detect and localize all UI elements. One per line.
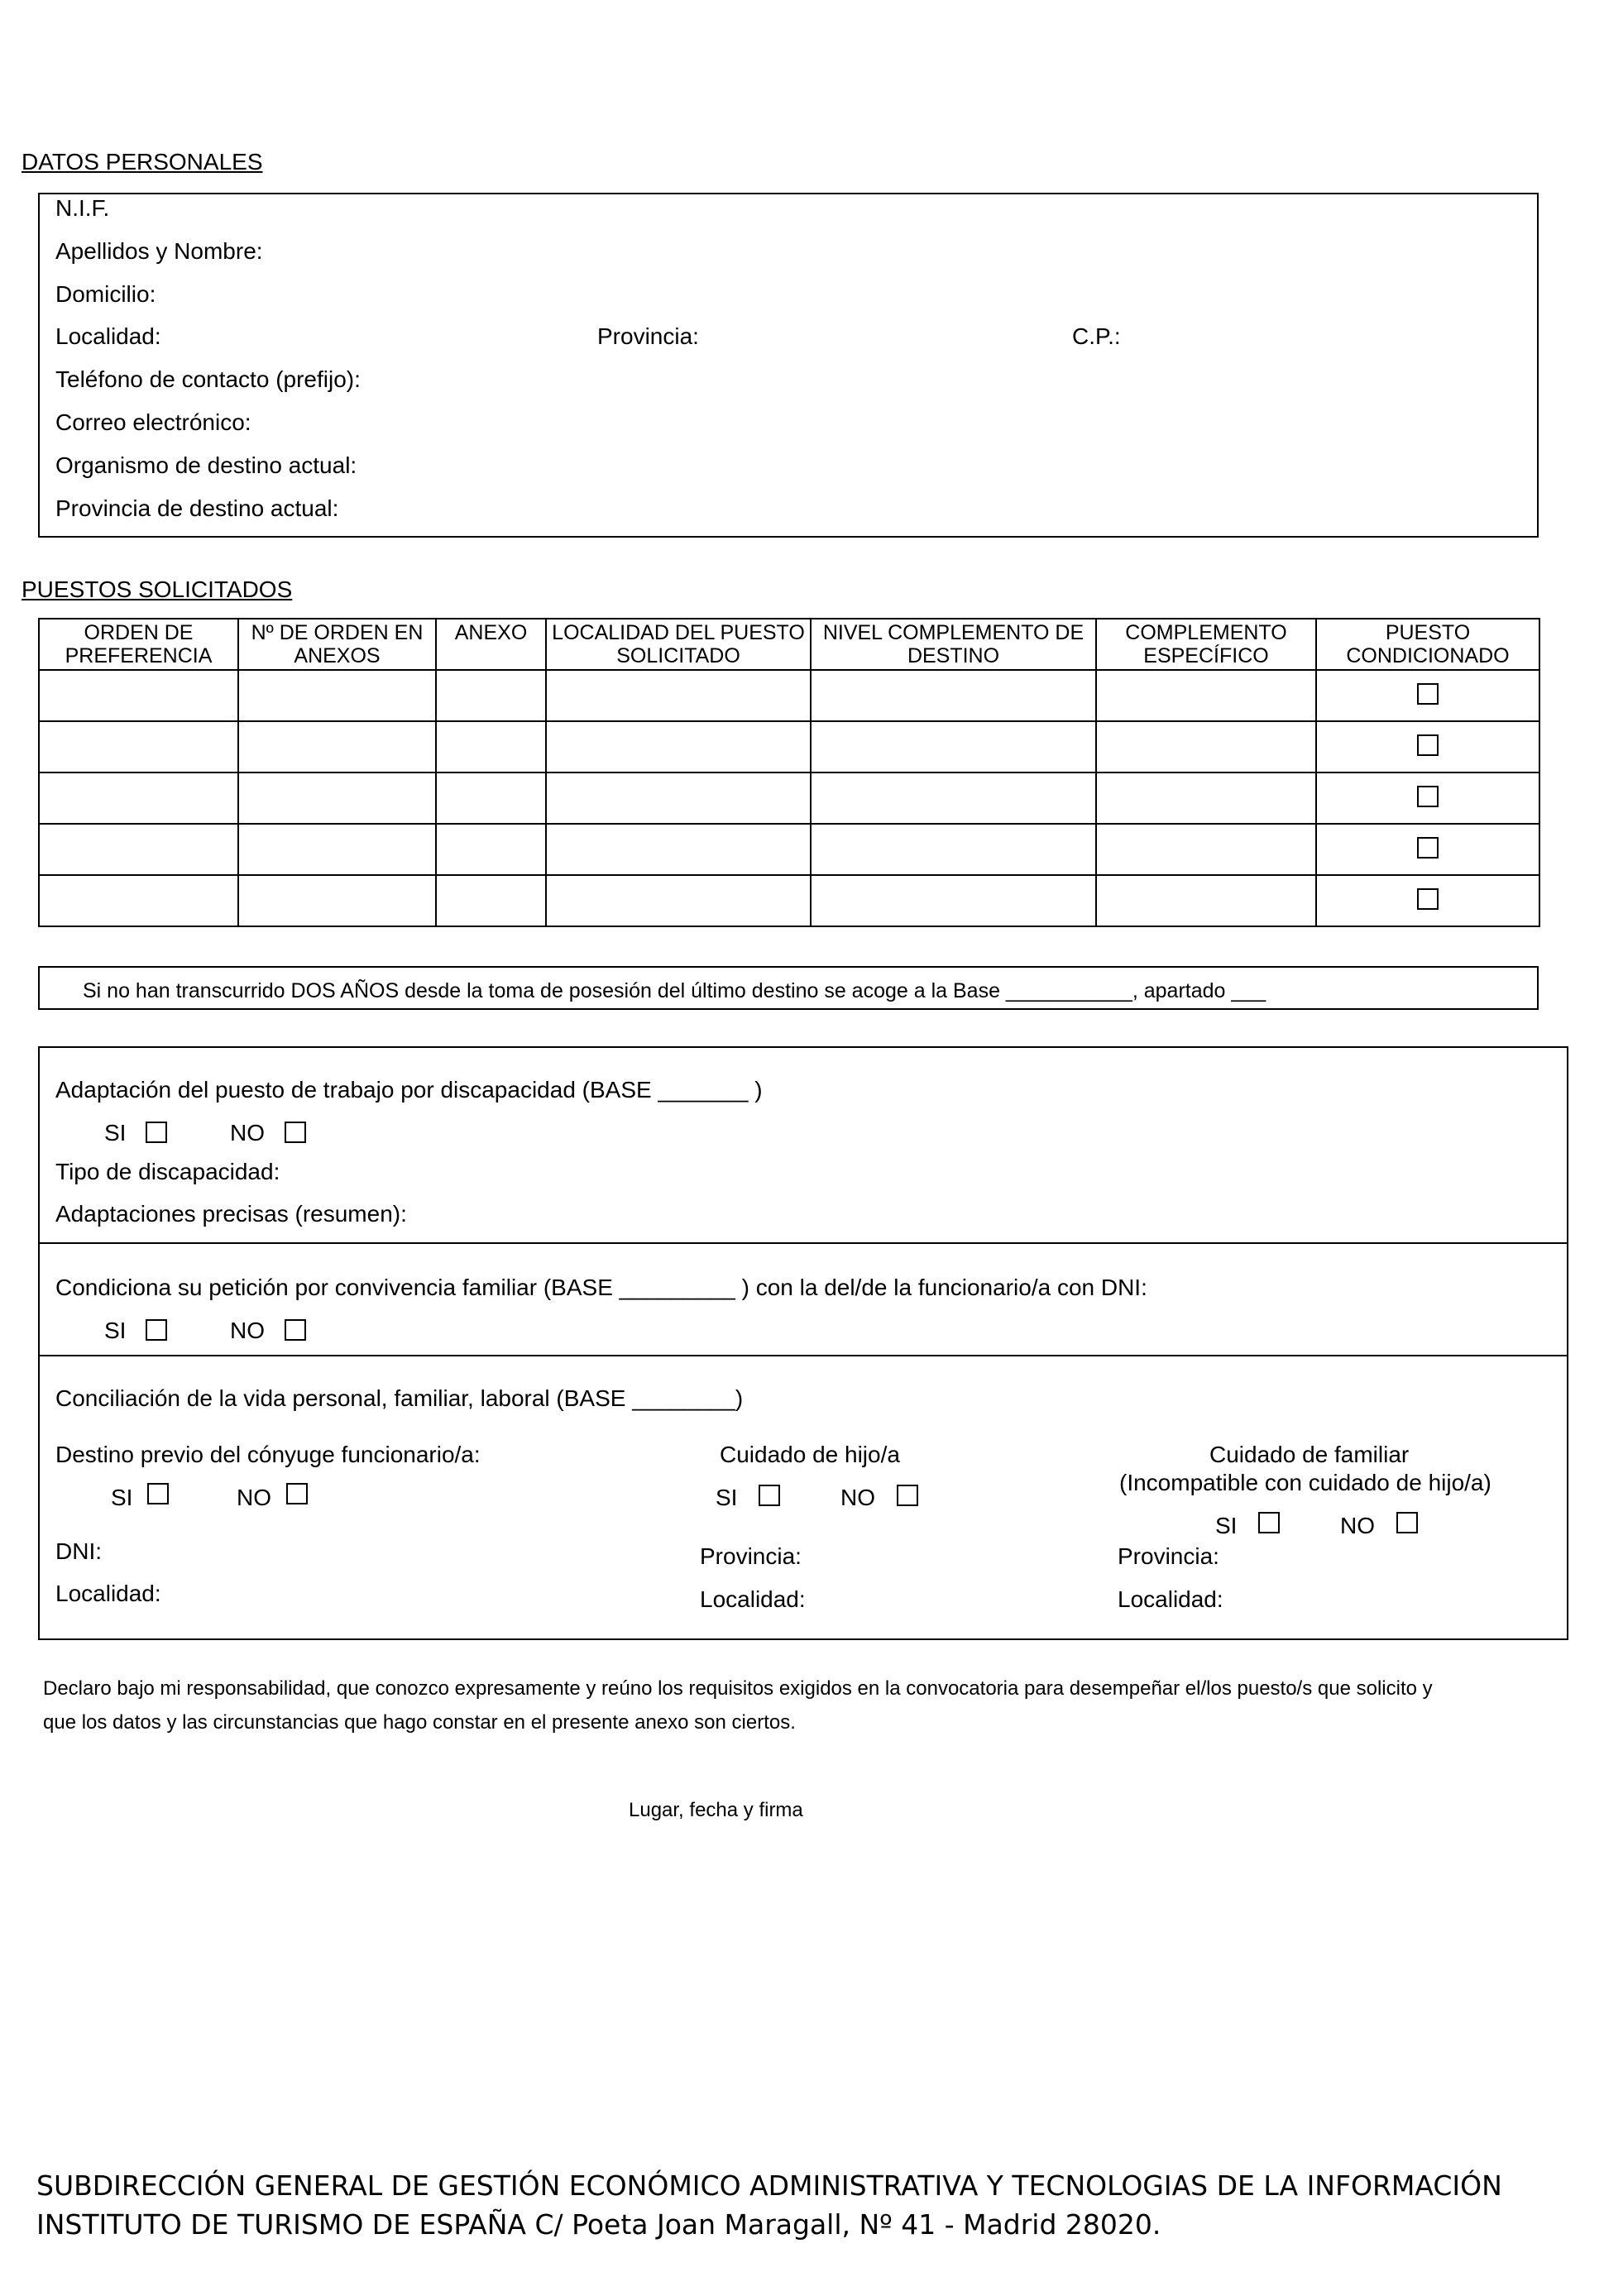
firma-label: Lugar, fecha y firma — [629, 1799, 803, 1821]
cp-label: C.P.: — [1072, 323, 1121, 349]
cell-condicionado — [1316, 670, 1539, 721]
condicionado-checkbox[interactable] — [1417, 888, 1439, 910]
discapacidad-si-checkbox[interactable] — [146, 1122, 167, 1143]
condicionado-checkbox[interactable] — [1417, 786, 1439, 807]
convivencia-no-checkbox[interactable] — [285, 1319, 306, 1341]
cell-complemento[interactable] — [1096, 670, 1316, 721]
conyuge-dni-label: DNI: — [55, 1538, 102, 1564]
conyuge-label: Destino previo del cónyuge funcionario/a: — [55, 1442, 481, 1467]
domicilio-label: Domicilio: — [55, 281, 156, 307]
table-row — [39, 875, 1539, 926]
familiar-provincia-label: Provincia: — [1118, 1543, 1219, 1569]
col-puesto-condicionado: PUESTO CONDICIONADO — [1316, 619, 1539, 670]
cell-orden[interactable] — [39, 721, 238, 773]
adaptaciones-label: Adaptaciones precisas (resumen): — [55, 1201, 407, 1227]
cell-orden[interactable] — [39, 773, 238, 824]
cell-numero[interactable] — [238, 773, 436, 824]
cell-nivel[interactable] — [811, 875, 1096, 926]
condicionado-checkbox[interactable] — [1417, 734, 1439, 756]
cell-orden[interactable] — [39, 824, 238, 875]
condicionado-checkbox[interactable] — [1417, 837, 1439, 859]
correo-label: Correo electrónico: — [55, 409, 251, 435]
familiar-localidad-label: Localidad: — [1118, 1586, 1223, 1612]
table-row — [39, 773, 1539, 824]
table-row — [39, 670, 1539, 721]
cell-complemento[interactable] — [1096, 721, 1316, 773]
cell-condicionado — [1316, 824, 1539, 875]
discapacidad-no-checkbox[interactable] — [285, 1122, 306, 1143]
nif-label: N.I.F. — [55, 195, 110, 221]
familiar-no-checkbox[interactable] — [1396, 1512, 1418, 1533]
tipo-discapacidad-label: Tipo de discapacidad: — [55, 1159, 280, 1184]
conyuge-no-checkbox[interactable] — [286, 1483, 308, 1504]
col-anexo: ANEXO — [436, 619, 546, 670]
circunstancias-box — [38, 1046, 1568, 1640]
cell-orden[interactable] — [39, 670, 238, 721]
conyuge-localidad-label: Localidad: — [55, 1581, 161, 1606]
discapacidad-title: Adaptación del puesto de trabajo por discapacidad (BASE _______ ) — [55, 1077, 763, 1103]
convivencia-no-label: NO — [230, 1318, 265, 1343]
cell-orden[interactable] — [39, 875, 238, 926]
cell-localidad[interactable] — [546, 824, 811, 875]
hijo-label: Cuidado de hijo/a — [720, 1442, 900, 1467]
datos-personales-box — [38, 193, 1539, 538]
col-localidad: LOCALIDAD DEL PUESTO SOLICITADO — [546, 619, 811, 670]
hijo-si-label: SI — [716, 1485, 738, 1510]
familiar-si-checkbox[interactable] — [1258, 1512, 1280, 1533]
cell-anexo[interactable] — [436, 670, 546, 721]
localidad-label: Localidad: — [55, 323, 161, 349]
provincia-destino-label: Provincia de destino actual: — [55, 495, 339, 521]
cell-localidad[interactable] — [546, 721, 811, 773]
conyuge-si-label: SI — [111, 1485, 133, 1510]
cell-numero[interactable] — [238, 670, 436, 721]
cell-complemento[interactable] — [1096, 824, 1316, 875]
convivencia-title: Condiciona su petición por convivencia familiar (BASE _________ ) con la del/de la funcionario/a con DNI: — [55, 1275, 1147, 1300]
cell-anexo[interactable] — [436, 875, 546, 926]
footer-line2: INSTITUTO DE TURISMO DE ESPAÑA C/ Poeta Joan Maragall, Nº 41 - Madrid 28020. — [36, 2208, 1161, 2241]
cell-anexo[interactable] — [436, 721, 546, 773]
discapacidad-no-label: NO — [230, 1120, 265, 1146]
cell-nivel[interactable] — [811, 670, 1096, 721]
col-nivel-complemento: NIVEL COMPLEMENTO DE DESTINO — [811, 619, 1096, 670]
conyuge-si-checkbox[interactable] — [147, 1483, 169, 1504]
cell-condicionado — [1316, 773, 1539, 824]
puestos-table — [38, 618, 1540, 927]
convivencia-si-label: SI — [104, 1318, 127, 1343]
cell-anexo[interactable] — [436, 824, 546, 875]
hijo-no-checkbox[interactable] — [897, 1485, 918, 1506]
col-orden-preferencia: ORDEN DE PREFERENCIA — [39, 619, 238, 670]
cell-nivel[interactable] — [811, 824, 1096, 875]
divider-line — [38, 1242, 1568, 1244]
condicionado-checkbox[interactable] — [1417, 683, 1439, 705]
declaracion-line2: que los datos y las circunstancias que hago constar en el presente anexo son ciertos. — [43, 1711, 796, 1734]
hijo-localidad-label: Localidad: — [700, 1586, 806, 1612]
declaracion-line1: Declaro bajo mi responsabilidad, que conozco expresamente y reúno los requisitos exigidos en la convocatoria para desempeñar el/los puesto/s que solicito y — [43, 1677, 1433, 1700]
cell-localidad[interactable] — [546, 875, 811, 926]
apellidos-label: Apellidos y Nombre: — [55, 238, 263, 264]
cell-localidad[interactable] — [546, 670, 811, 721]
cell-anexo[interactable] — [436, 773, 546, 824]
table-header-row — [39, 619, 1539, 670]
cell-numero[interactable] — [238, 824, 436, 875]
convivencia-si-checkbox[interactable] — [146, 1319, 167, 1341]
provincia-label: Provincia: — [597, 323, 699, 349]
puestos-solicitados-title: PUESTOS SOLICITADOS — [22, 576, 293, 602]
telefono-label: Teléfono de contacto (prefijo): — [55, 366, 361, 392]
col-complemento-especifico: COMPLEMENTO ESPECÍFICO — [1096, 619, 1316, 670]
hijo-provincia-label: Provincia: — [700, 1543, 802, 1569]
divider-line — [38, 1355, 1568, 1356]
conciliacion-title: Conciliación de la vida personal, familiar, laboral (BASE ________) — [55, 1385, 744, 1411]
cell-numero[interactable] — [238, 721, 436, 773]
familiar-note: (Incompatible con cuidado de hijo/a) — [1119, 1470, 1491, 1495]
hijo-si-checkbox[interactable] — [759, 1485, 780, 1506]
familiar-no-label: NO — [1340, 1513, 1375, 1538]
cell-nivel[interactable] — [811, 773, 1096, 824]
dos-anos-text: Si no han transcurrido DOS AÑOS desde la toma de posesión del último destino se acoge a la Base ___________, apartado ___ — [83, 979, 1266, 1002]
discapacidad-si-label: SI — [104, 1120, 127, 1146]
cell-numero[interactable] — [238, 875, 436, 926]
cell-condicionado — [1316, 875, 1539, 926]
cell-condicionado — [1316, 721, 1539, 773]
table-row — [39, 824, 1539, 875]
footer-line1: SUBDIRECCIÓN GENERAL DE GESTIÓN ECONÓMICO ADMINISTRATIVA Y TECNOLOGIAS DE LA INFORMACIÓN — [36, 2169, 1502, 2202]
organismo-label: Organismo de destino actual: — [55, 452, 357, 478]
familiar-si-label: SI — [1215, 1513, 1238, 1538]
cell-complemento[interactable] — [1096, 875, 1316, 926]
table-row — [39, 721, 1539, 773]
cell-localidad[interactable] — [546, 773, 811, 824]
familiar-label: Cuidado de familiar — [1209, 1442, 1410, 1467]
cell-nivel[interactable] — [811, 721, 1096, 773]
col-numero-orden: Nº DE ORDEN EN ANEXOS — [238, 619, 436, 670]
hijo-no-label: NO — [840, 1485, 875, 1510]
conyuge-no-label: NO — [237, 1485, 271, 1510]
cell-complemento[interactable] — [1096, 773, 1316, 824]
datos-personales-title: DATOS PERSONALES — [22, 149, 263, 175]
